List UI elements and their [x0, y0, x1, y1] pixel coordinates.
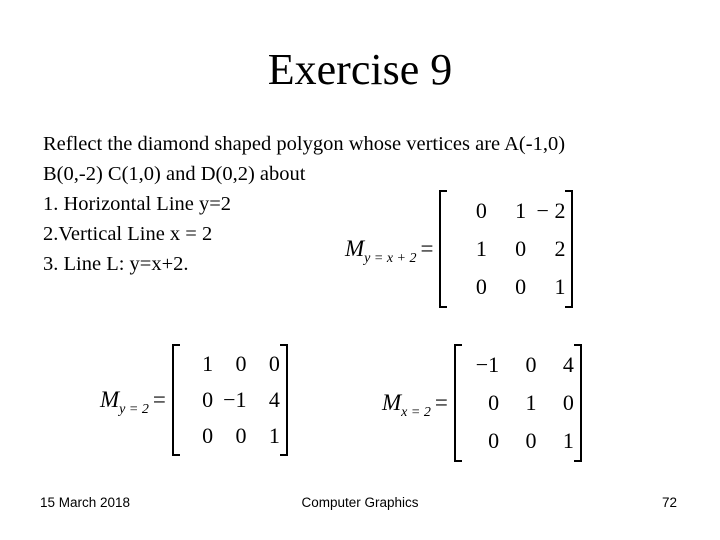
equals-sign: = — [434, 390, 448, 415]
matrix-cell: 1 — [515, 198, 527, 223]
equals-sign: = — [420, 236, 434, 261]
matrix-cell: 1 — [475, 236, 487, 261]
matrix-cell: 0 — [235, 351, 247, 376]
matrix-cell: − 2 — [536, 198, 566, 223]
matrix-cell: 2 — [554, 236, 566, 261]
matrix-line-l — [345, 190, 573, 308]
matrix-body — [454, 344, 582, 462]
matrix-cell: 0 — [525, 428, 537, 453]
slide-title: Exercise 9 — [267, 45, 453, 94]
matrix-cell: −1 — [223, 387, 247, 412]
matrix-cell: −1 — [475, 352, 500, 377]
matrix-cell: 1 — [202, 351, 214, 376]
matrix-body — [172, 344, 288, 456]
matrix-body — [439, 190, 573, 308]
matrix-cell: 0 — [515, 274, 527, 299]
footer-page-number: 72 — [661, 495, 677, 510]
matrix-cell: 0 — [488, 428, 500, 453]
matrix-label: $M_{y = 2}$ — [100, 387, 149, 417]
body-line: 3. Line L: y=x+2. — [43, 253, 189, 275]
matrix-cell: 1 — [525, 390, 537, 415]
matrix-cell: 4 — [268, 387, 280, 412]
matrix-cell: 1 — [562, 428, 574, 453]
footer-course: Computer Graphics — [301, 495, 419, 510]
matrix-horizontal — [100, 344, 288, 456]
matrix-cell: 0 — [562, 390, 574, 415]
matrix-cell: 4 — [562, 352, 574, 377]
matrix-cell: 0 — [515, 236, 527, 261]
matrix-cell: 0 — [268, 351, 280, 376]
body-line: Reflect the diamond shaped polygon whose vertices are A(-1,0) — [43, 133, 566, 155]
matrix-vertical — [382, 344, 582, 462]
matrix-cell: 0 — [475, 274, 487, 299]
body-line: 2.Vertical Line x = 2 — [43, 223, 213, 245]
body-line: 1. Horizontal Line y=2 — [43, 193, 232, 215]
matrix-cell: 0 — [525, 352, 537, 377]
matrix-cell: 0 — [202, 423, 214, 448]
matrix-cell: 0 — [202, 387, 214, 412]
matrix-label: $M_{y = x + 2}$ — [345, 236, 417, 266]
footer-date: 15 March 2018 — [40, 495, 131, 510]
matrix-cell: 0 — [235, 423, 247, 448]
matrix-cell: 0 — [488, 390, 500, 415]
matrix-cell: 0 — [475, 198, 487, 223]
body-line: B(0,-2) C(1,0) and D(0,2) about — [43, 163, 306, 185]
matrix-label: $M_{x = 2}$ — [382, 390, 431, 420]
matrix-cell: 1 — [554, 274, 566, 299]
equals-sign: = — [152, 387, 166, 412]
matrix-cell: 1 — [268, 423, 280, 448]
